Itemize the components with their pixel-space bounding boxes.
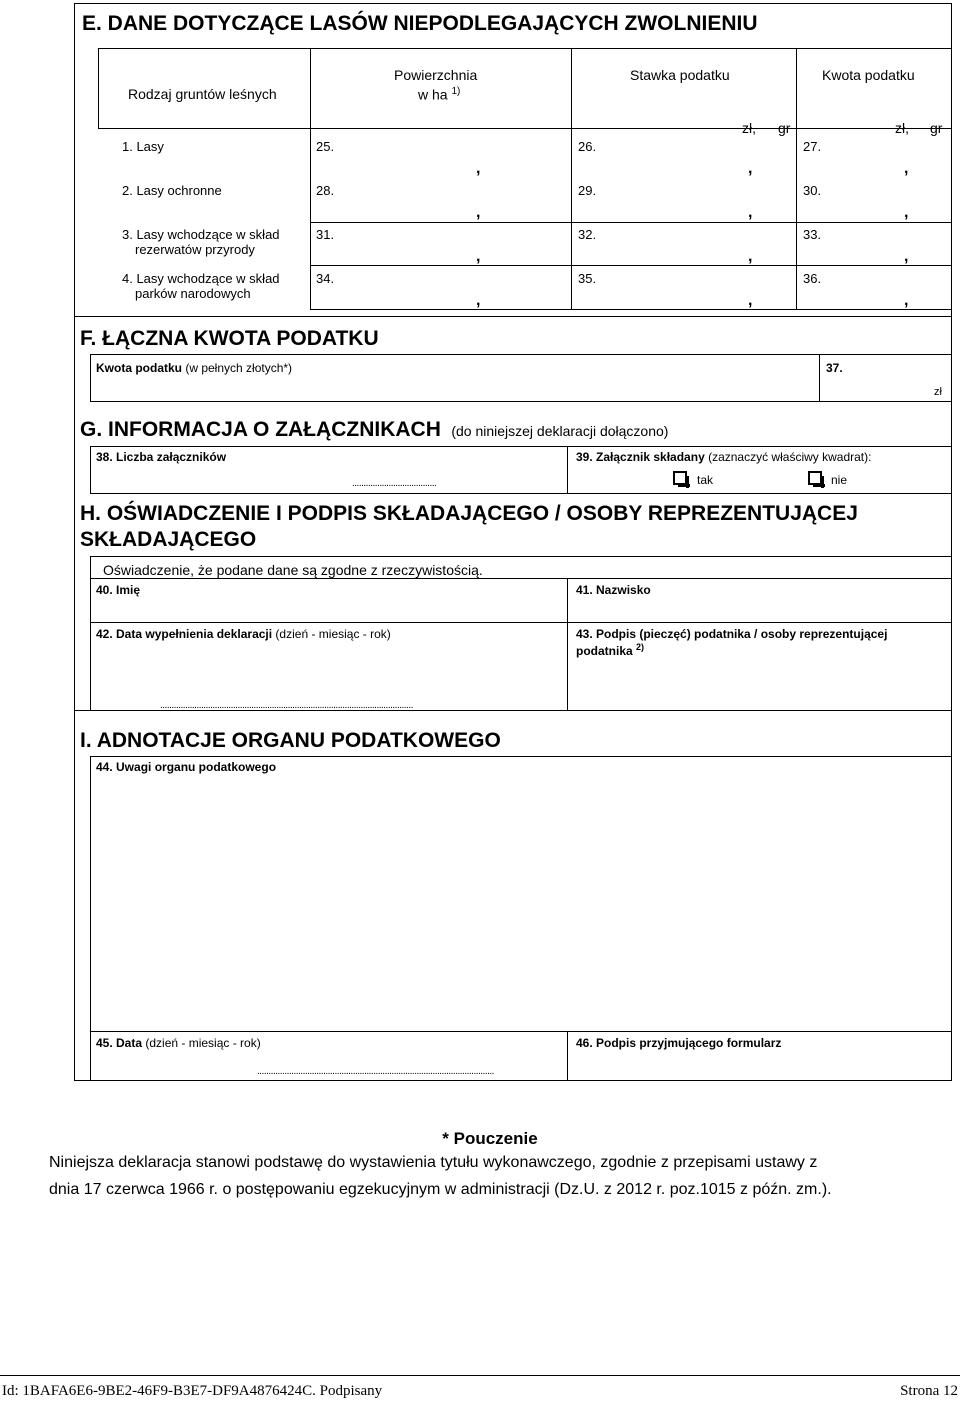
option-yes-label: tak: [697, 473, 714, 487]
taxpayer-signature-label-continued: podatnika $^{2)}$: [576, 642, 645, 658]
notice-heading: * Pouczenie: [442, 1129, 538, 1148]
decimal-comma: ,: [904, 204, 909, 221]
first-name-field[interactable]: 40. Imię: [96, 583, 141, 597]
rate-unit-gr: gr: [778, 120, 791, 136]
total-unit: zł: [934, 386, 942, 398]
amount-unit-gr: gr: [930, 120, 943, 136]
section-f-title: F. ŁĄCZNA KWOTA PODATKU: [80, 327, 379, 350]
decimal-comma: ,: [476, 160, 481, 177]
checkbox-no-icon[interactable]: [808, 471, 822, 485]
field-number: 26.: [578, 139, 597, 154]
row-label: 4. Lasy wchodzące w skład: [122, 271, 280, 286]
receiver-signature-label: 46. Podpis przyjmującego formularz: [576, 1036, 782, 1050]
row-label: 2. Lasy ochronne: [122, 183, 222, 198]
notice-line: Niniejsza deklaracja stanowi podstawę do wystawienia tytułu wykonawczego, zgodnie z przepisami ustawy z: [49, 1154, 818, 1171]
taxpayer-signature-label: 43. Podpis (pieczęć) podatnika / osoby reprezentującej: [576, 627, 888, 641]
receipt-date-field[interactable]: 45. Data (dzień - miesiąc - rok): [96, 1036, 261, 1050]
attachment-filed-label: 39. Załącznik składany (zaznaczyć właściwy kwadrat):: [576, 450, 872, 464]
page-number: Strona 12: [900, 1383, 958, 1399]
field-number: 35.: [578, 271, 597, 286]
field-number: 28.: [316, 183, 335, 198]
row-label: 3. Lasy wchodzące w skład: [122, 227, 280, 242]
decimal-comma: ,: [476, 204, 481, 221]
field-number: 34.: [316, 271, 335, 286]
decimal-comma: ,: [476, 248, 481, 265]
field-number: 27.: [803, 139, 822, 154]
statement-text: Oświadczenie, że podane dane są zgodne z rzeczywistością.: [103, 562, 483, 578]
total-tax-label: Kwota podatku (w pełnych złotych*): [96, 361, 293, 375]
column-header-rate: Stawka podatku: [630, 67, 730, 83]
completion-date-field[interactable]: 42. Data wypełnienia deklaracji (dzień - miesiąc - rok): [96, 627, 391, 641]
section-g-title: G. INFORMACJA O ZAŁĄCZNIKACH (do niniejszej deklaracji dołączono): [80, 418, 669, 441]
attachments-count-field[interactable]: .....................................: [352, 478, 437, 489]
row-label-continued: parków narodowych: [135, 286, 251, 301]
section-i-title: I. ADNOTACJE ORGANU PODATKOWEGO: [80, 729, 501, 752]
section-h-title-continued: SKŁADAJĄCEGO: [80, 528, 257, 551]
column-header-area: Powierzchnia: [394, 67, 478, 83]
field-number: 29.: [578, 183, 597, 198]
column-header-amount: Kwota podatku: [822, 67, 915, 83]
decimal-comma: ,: [904, 292, 909, 309]
decimal-comma: ,: [748, 248, 753, 265]
row-label-continued: rezerwatów przyrody: [135, 242, 255, 257]
authority-remarks-field[interactable]: 44. Uwagi organu podatkowego: [96, 760, 277, 774]
decimal-comma: ,: [748, 292, 753, 309]
rate-unit-zl: zł,: [742, 120, 756, 136]
decimal-comma: ,: [904, 248, 909, 265]
decimal-comma: ,: [904, 160, 909, 177]
document-id: Id: 1BAFA6E6-9BE2-46F9-B3E7-DF9A4876424C. Podpisany: [2, 1383, 383, 1399]
row-label: 1. Lasy: [122, 139, 164, 154]
section-h-title: H. OŚWIADCZENIE I PODPIS SKŁADAJĄCEGO / OSOBY REPREZENTUJĄCEJ: [80, 502, 858, 525]
attachments-count-label: 38. Liczba załączników: [96, 450, 227, 464]
last-name-field[interactable]: 41. Nazwisko: [576, 583, 651, 597]
column-header-area-unit: w ha $^{1)}$: [418, 86, 461, 103]
receiver-dotted-line[interactable]: ........................................................................................................: [257, 1066, 494, 1077]
section-e-title: E. DANE DOTYCZĄCE LASÓW NIEPODLEGAJĄCYCH ZWOLNIENIU: [82, 12, 758, 35]
decimal-comma: ,: [476, 292, 481, 309]
field-number: 31.: [316, 227, 335, 242]
signature-dotted-line[interactable]: ...............................................................................................................: [160, 700, 413, 711]
field-number: 36.: [803, 271, 822, 286]
column-header-type: Rodzaj gruntów leśnych: [128, 86, 277, 102]
checkbox-yes-icon[interactable]: [673, 471, 687, 485]
option-no-label: nie: [831, 473, 848, 487]
decimal-comma: ,: [748, 160, 753, 177]
field-number: 37.: [826, 361, 843, 375]
amount-unit-zl: zł,: [895, 120, 909, 136]
notice-line: dnia 17 czerwca 1966 r. o postępowaniu egzekucyjnym w administracji (Dz.U. z 2012 r. poz.1015 z późn. zm.).: [49, 1181, 832, 1198]
decimal-comma: ,: [748, 204, 753, 221]
field-number: 32.: [578, 227, 597, 242]
field-number: 25.: [316, 139, 335, 154]
field-number: 33.: [803, 227, 822, 242]
field-number: 30.: [803, 183, 822, 198]
